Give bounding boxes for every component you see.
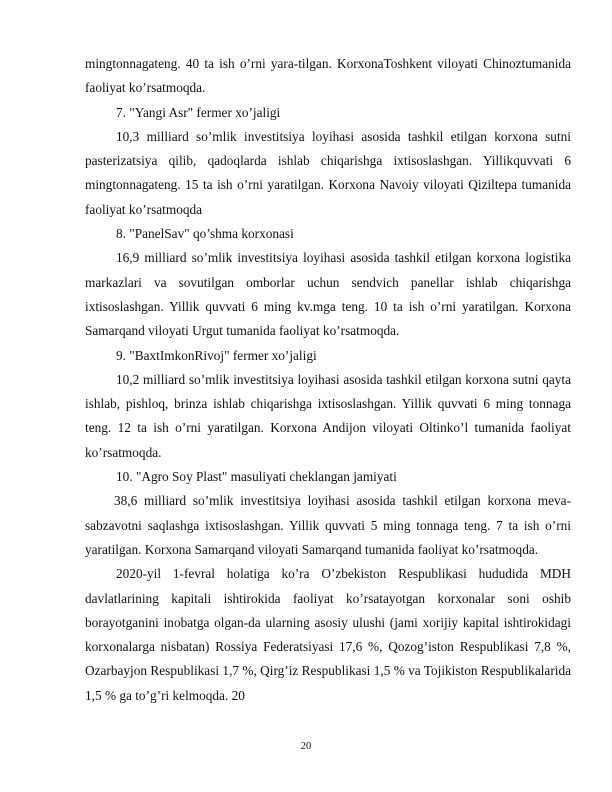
heading-agro-soy-plast: 10. "Agro Soy Plast" masuliyati cheklangan jamiyati xyxy=(116,469,397,485)
heading-panelsav: 8. "PanelSav" qo’shma korxonasi xyxy=(116,226,294,242)
paragraph-yangi-asr: 10,3 milliard so’mlik investitsiya loyihasi asosida tashkil etilgan korxona sutni pasterizatsiya qilib, qadoqlarda ishlab chiqarishga ixtisoslashgan. Yillikquvvati 6 mingtonnagateng. 15 ta ish o’rni yaratilgan. Korxona Navoiy viloyati Qiziltepa tumanida faoliyat ko’rsatmoqda xyxy=(85,128,571,217)
heading-baxtimkonrivoj: 9. "BaxtImkonRivoj" fermer xo’jaligi xyxy=(116,347,317,363)
paragraph-agro-soy-plast: 38,6 milliard so’mlik investitsiya loyihasi asosida tashkil etilgan korxona meva-sabzavotni saqlashga ixtisoslashgan. Yillik quvvati 5 ming tonnaga teng. 7 ta ish o’rni yaratilgan. Korxona Samarqand viloyati Samarqand tumanida faoliyat ko’rsatmoqda. xyxy=(85,493,571,557)
paragraph-baxtimkonrivoj: 10,2 milliard so’mlik investitsiya loyihasi asosida tashkil etilgan korxona sutni qayta ishlab, pishloq, brinza ishlab chiqarishga ixtisoslashgan. Yillik quvvati 6 ming tonnaga teng. 12 ta ish o’rni yaratilgan. Korxona Andijon viloyati Oltinko’l tumanida faoliyat ko’rsatmoqda. xyxy=(85,371,571,460)
paragraph-intro-continuation: mingtonnagateng. 40 ta ish o’rni yara-tilgan. KorxonaToshkent viloyati Chinoztumanida faoliyat ko’rsatmoqda. xyxy=(85,56,571,96)
heading-yangi-asr: 7. "Yangi Asr" fermer xo’jaligi xyxy=(116,104,281,120)
document-body xyxy=(85,52,571,708)
page-number: 20 xyxy=(300,741,312,752)
paragraph-panelsav: 16,9 milliard so’mlik investitsiya loyihasi asosida tashkil etilgan korxona logistika markazlari va sovutilgan omborlar uchun sendvich panellar ishlab chiqarishga ixtisoslashgan. Yillik quvvati 6 ming kv.mga teng. 10 ta ish o’rni yaratilgan. Korxona Samarqand viloyati Urgut tumanida faoliyat ko’rsatmoqda. xyxy=(85,250,571,339)
paragraph-cis-capital-share: 2020-yil 1-fevral holatiga ko’ra O’zbekiston Respublikasi hududida MDH davlatlarining kapitali ishtirokida faoliyat ko’rsatayotgan korxonalar soni oshib borayotganini inobatga olgan-da ularning asosiy ulushi (jami xorijiy kapital ishtirokidagi korxonalarga nisbatan) Rossiya Federatsiyasi 17,6 %, Qozog’iston Respublikasi 7,8 %, Ozarbayjon Respublikasi 1,7 %, Qirg’iz Respublikasi 1,5 % va Tojikiston Respublikalarida 1,5 % ga to’g’ri kelmoqda. 20 xyxy=(85,566,571,703)
